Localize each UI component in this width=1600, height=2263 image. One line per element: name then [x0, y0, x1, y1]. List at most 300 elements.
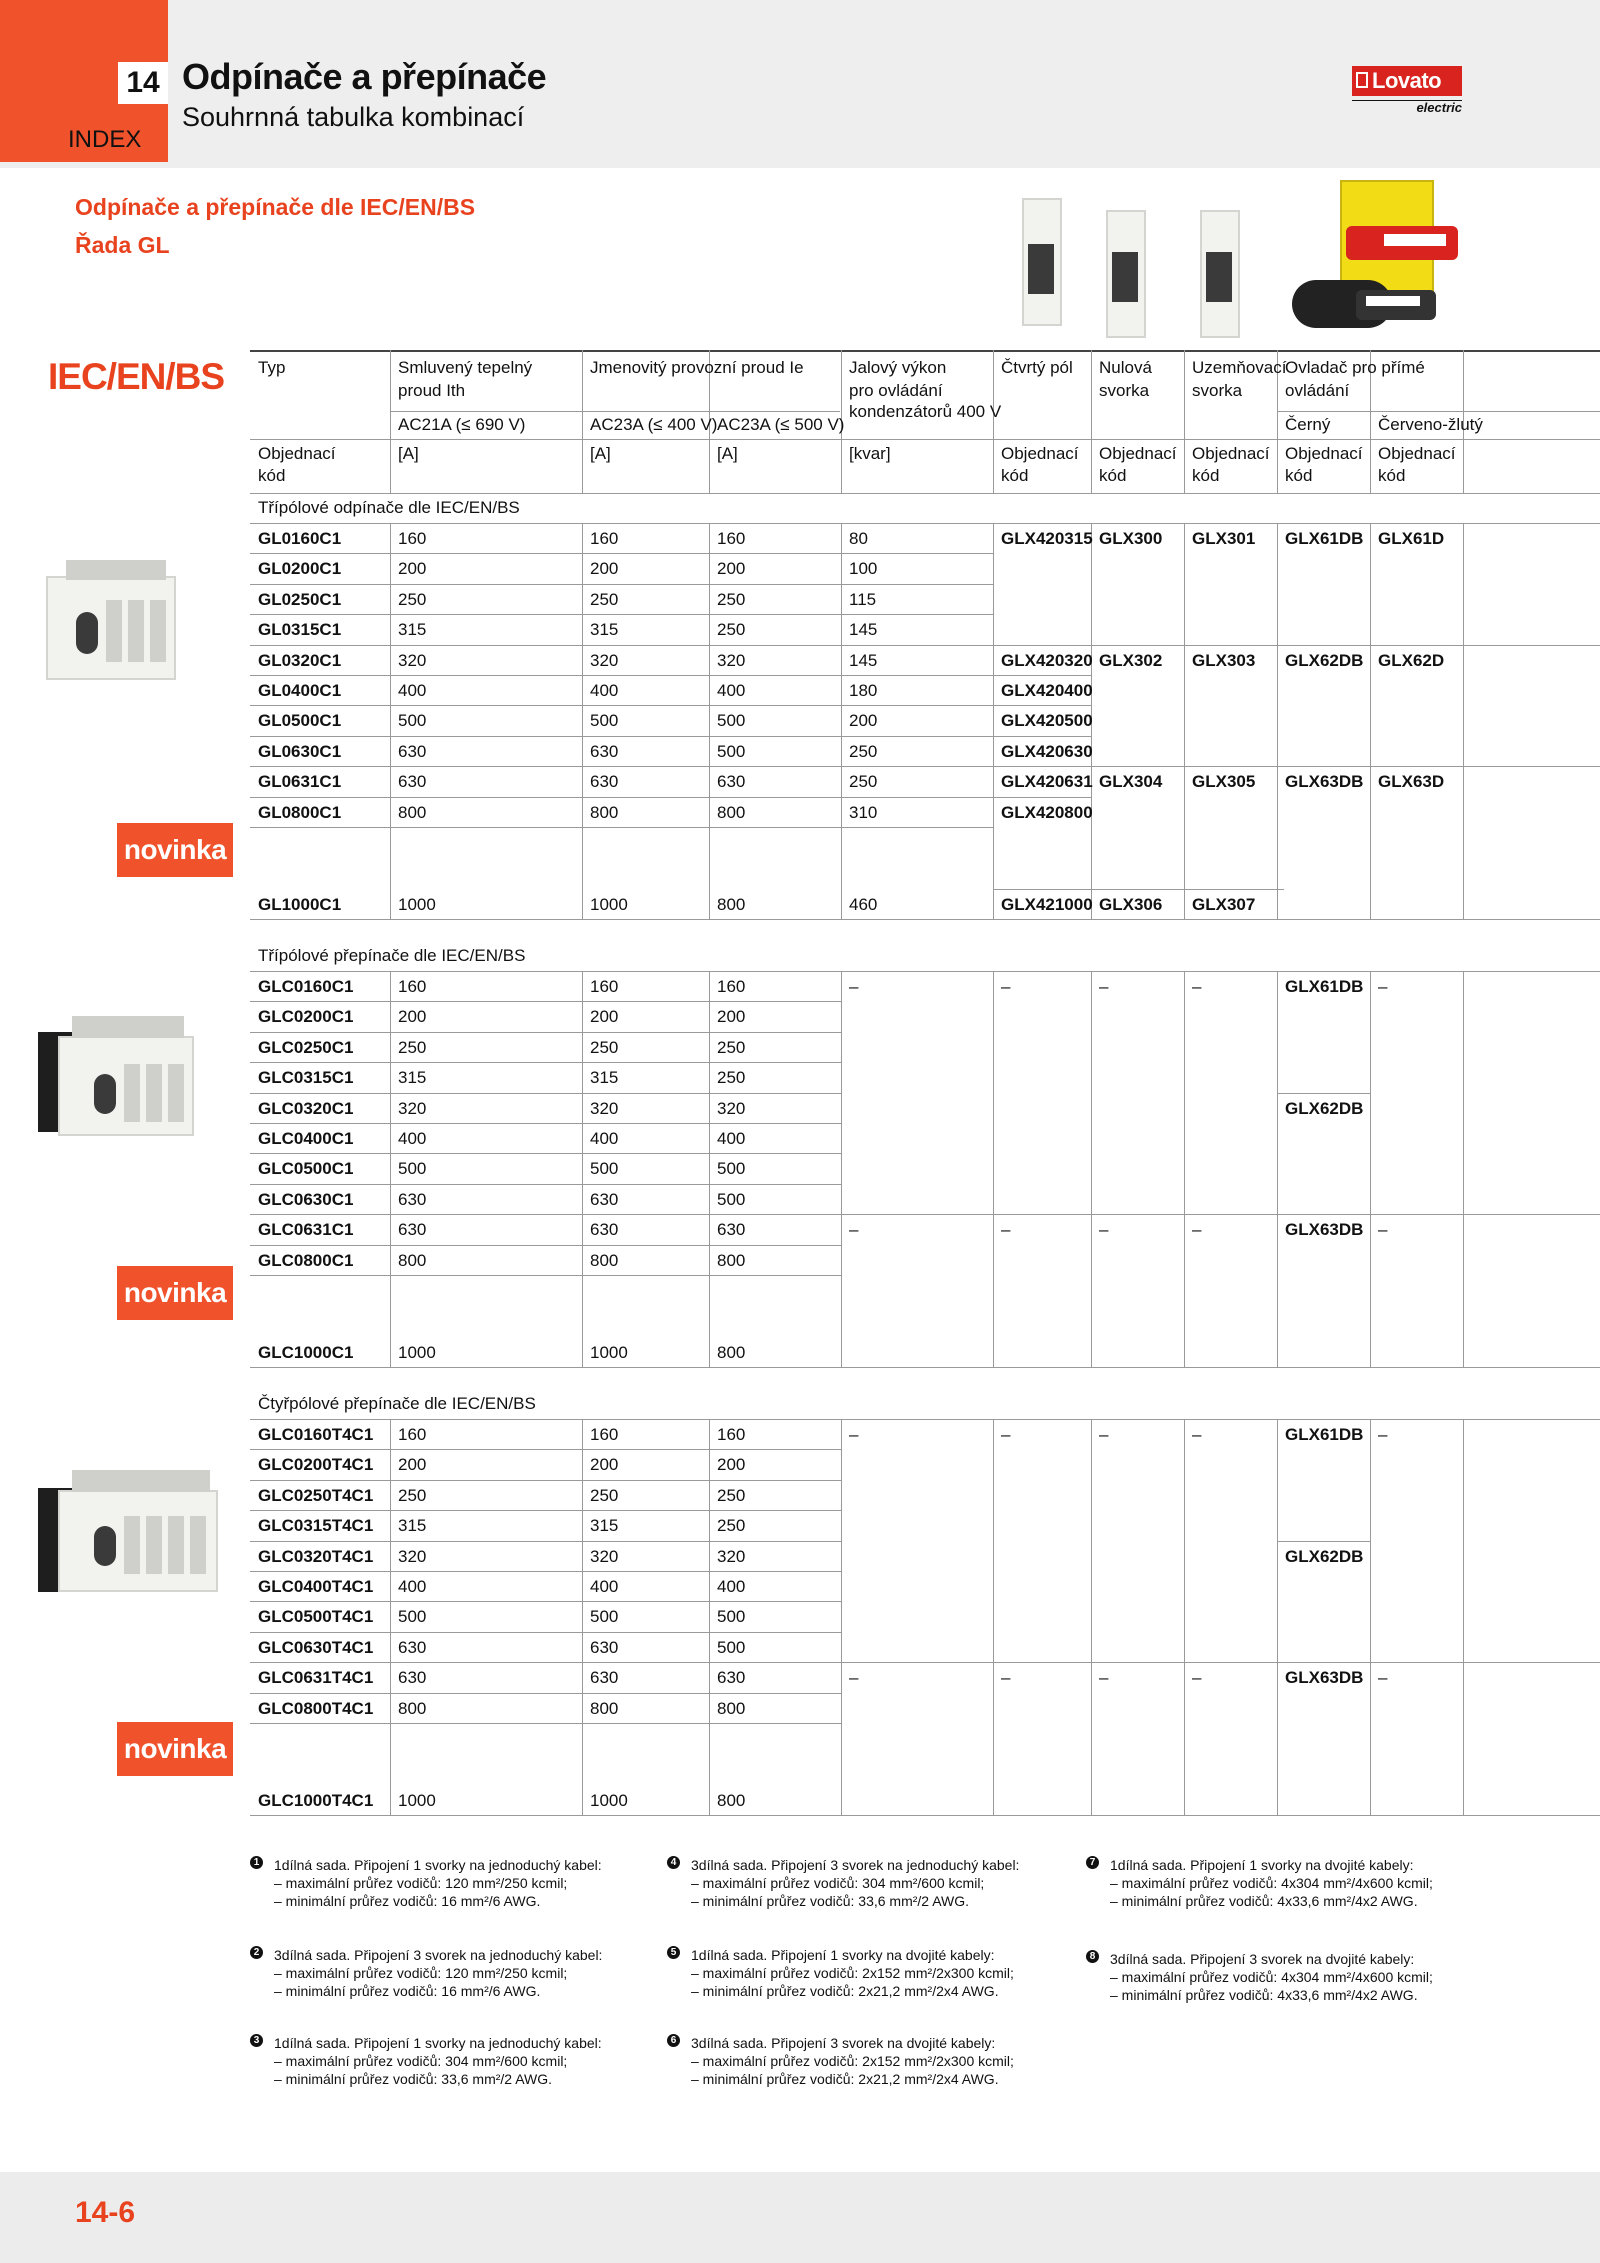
series-title: Řada GL — [75, 232, 170, 258]
rating-value: 200 — [398, 559, 427, 579]
rating-value: 630 — [590, 741, 619, 761]
col-header-black: Černý — [1285, 415, 1331, 434]
accessory-code: GLX307 — [1192, 895, 1256, 914]
table-rule — [993, 889, 1284, 890]
rating-value: 145 — [849, 650, 878, 670]
rating-value: 160 — [717, 529, 746, 548]
table-col-rule — [841, 1419, 842, 1815]
table-col-rule — [1370, 523, 1371, 919]
rating-value: 200 — [590, 559, 619, 579]
rating-value: 630 — [590, 1220, 619, 1240]
table-rule — [250, 1123, 841, 1124]
table-rule — [250, 1153, 841, 1154]
table-col-rule — [1091, 350, 1092, 439]
table-rule — [250, 1723, 841, 1724]
rating-value: 630 — [590, 772, 619, 792]
new-badge: novinka — [117, 1266, 233, 1320]
accessory-code: GLX302 — [1099, 650, 1163, 670]
rating-value: 500 — [717, 741, 746, 761]
table-col-rule — [390, 971, 391, 1367]
new-badge: novinka — [117, 823, 233, 877]
type-code: GLC0630C1 — [258, 1189, 354, 1209]
table-rule — [250, 1449, 841, 1450]
footnote-line: – minimální průřez vodičů: 2x21,2 mm²/2x4 AWG. — [691, 1983, 999, 1999]
col-header-ie: Jmenovitý provozní proud Ie — [590, 358, 804, 377]
rating-value: 800 — [590, 802, 619, 822]
type-code: GLC0631C1 — [258, 1220, 354, 1240]
table-rule — [250, 1632, 841, 1633]
rating-value: 250 — [717, 1516, 746, 1536]
type-code: GL0200C1 — [258, 559, 342, 579]
col-header-neutral: Nulová — [1099, 358, 1152, 377]
footnote-line: – maximální průřez vodičů: 2x152 mm²/2x300 kcmil; — [691, 1965, 1014, 1981]
col-header-order: Objednací — [258, 444, 336, 463]
rating-value: 800 — [398, 802, 427, 822]
rating-value: 1000 — [398, 895, 436, 914]
rating-value: 115 — [849, 589, 877, 609]
rating-value: 800 — [398, 1698, 427, 1718]
col-header-order: Objednací — [1192, 444, 1270, 463]
footnote-line: 1dílná sada. Připojení 1 svorky na jednoduchý kabel: — [274, 2035, 602, 2051]
footnote-number: 6 — [667, 2034, 680, 2047]
rating-value: 250 — [398, 1037, 427, 1057]
footnote — [667, 1946, 1014, 2000]
unit-label: [A] — [398, 444, 419, 463]
rating-value: 500 — [717, 1637, 746, 1657]
rating-value: 80 — [849, 529, 868, 548]
rating-value: 200 — [398, 1455, 427, 1475]
rating-value: 630 — [717, 772, 746, 792]
footnote — [667, 2034, 1014, 2088]
accessory-code: GLX301 — [1192, 529, 1256, 548]
table-rule — [993, 645, 1600, 646]
table-rule — [250, 1510, 841, 1511]
accessory-code: GLX63DB — [1285, 772, 1364, 792]
table-col-rule — [390, 350, 391, 439]
rating-value: 160 — [590, 1425, 619, 1444]
footnote-number: 1 — [250, 1856, 263, 1869]
table-col-rule — [1091, 439, 1092, 493]
dash: – — [1378, 1668, 1388, 1688]
unit-label: [A] — [590, 444, 611, 463]
index-link[interactable]: INDEX — [68, 126, 142, 153]
col-header-order: kód — [1001, 466, 1029, 485]
type-code: GLC0320T4C1 — [258, 1546, 374, 1566]
rating-value: 250 — [590, 589, 619, 609]
table-col-rule — [1091, 971, 1092, 1367]
table-col-rule — [582, 1419, 583, 1815]
rating-value: 400 — [717, 1577, 746, 1596]
rating-value: 400 — [398, 1577, 427, 1596]
table-col-rule — [1091, 1419, 1092, 1815]
rating-value: 800 — [717, 1698, 746, 1718]
table-col-rule — [1463, 439, 1464, 493]
table-col-rule — [993, 1419, 994, 1815]
rating-value: 250 — [849, 772, 878, 792]
rating-value: 250 — [590, 1485, 619, 1505]
table-rule — [250, 493, 1600, 494]
col-header-ac23a-400: AC23A (≤ 400 V) — [590, 415, 718, 434]
accessory-code: GLX420630 — [1001, 741, 1093, 761]
type-code: GLC0320C1 — [258, 1098, 354, 1118]
accessory-code: GLX61D — [1378, 529, 1445, 548]
footnote-number: 3 — [250, 2034, 263, 2047]
rating-value: 800 — [717, 1791, 746, 1810]
table-rule — [1370, 1214, 1600, 1215]
col-header-order: kód — [1378, 466, 1406, 485]
dash: – — [849, 1425, 859, 1444]
footnote-line: 3dílná sada. Připojení 3 svorek na jednoduchý kabel: — [274, 1947, 603, 1963]
rating-value: 160 — [398, 977, 427, 996]
table-rule — [993, 675, 1091, 676]
rating-value: 315 — [398, 620, 427, 640]
rating-value: 160 — [717, 1425, 746, 1444]
rating-value: 250 — [717, 1485, 746, 1505]
footnote — [250, 1856, 602, 1910]
type-code: GLC0400T4C1 — [258, 1577, 374, 1596]
accessory-code: GLX306 — [1099, 895, 1163, 914]
rating-value: 320 — [717, 1546, 746, 1566]
accessory-code: GLX303 — [1192, 650, 1256, 670]
type-code: GL0800C1 — [258, 802, 342, 822]
rating-value: 800 — [590, 1250, 619, 1270]
footnote-line: – minimální průřez vodičů: 33,6 mm²/2 AWG. — [691, 1893, 970, 1909]
footnote-line: 1dílná sada. Připojení 1 svorky na dvojité kabely: — [1110, 1857, 1414, 1873]
type-code: GLC0250T4C1 — [258, 1485, 374, 1505]
table-rule — [993, 705, 1091, 706]
accessory-code: GLX62DB — [1285, 650, 1364, 670]
rating-value: 160 — [590, 529, 619, 548]
footnote-number: 2 — [250, 1946, 263, 1959]
rating-value: 400 — [717, 681, 746, 700]
rating-value: 200 — [717, 559, 746, 579]
col-header-order: kód — [258, 466, 286, 485]
dash: – — [849, 1220, 859, 1240]
dash: – — [1001, 977, 1011, 996]
type-code: GL1000C1 — [258, 895, 342, 914]
table-rule — [250, 1093, 841, 1094]
footnote — [250, 1946, 602, 2000]
table-rule — [993, 766, 1600, 767]
accessory-code: GLX62DB — [1285, 1546, 1364, 1566]
accessory-code: GLX62DB — [1285, 1098, 1364, 1118]
rating-value: 145 — [849, 620, 878, 640]
table-col-rule — [582, 439, 583, 493]
col-header-order: kód — [1285, 466, 1313, 485]
group-bottom-rule — [250, 1815, 1600, 1816]
footnote-line: – minimální průřez vodičů: 16 mm²/6 AWG. — [274, 1893, 541, 1909]
rating-value: 630 — [717, 1668, 746, 1688]
table-col-rule — [1463, 971, 1464, 1367]
rating-value: 250 — [398, 1485, 427, 1505]
rating-value: 800 — [717, 895, 746, 914]
accessory-code: GLX61DB — [1285, 529, 1364, 548]
table-col-rule — [1277, 439, 1278, 493]
accessory-code: GLX305 — [1192, 772, 1256, 792]
type-code: GL0250C1 — [258, 589, 342, 609]
table-col-rule — [582, 523, 583, 919]
rating-value: 800 — [717, 1343, 746, 1362]
rating-value: 1000 — [398, 1343, 436, 1362]
table-col-rule — [841, 971, 842, 1367]
rating-value: 320 — [590, 1098, 619, 1118]
table-rule — [250, 1032, 841, 1033]
rating-value: 400 — [398, 681, 427, 700]
footnote-line: – maximální průřez vodičů: 4x304 mm²/4x600 kcmil; — [1110, 1969, 1433, 1985]
rating-value: 310 — [849, 802, 878, 822]
table-rule — [250, 584, 993, 585]
table-col-rule — [993, 971, 994, 1367]
table-col-rule — [582, 971, 583, 1367]
rating-value: 500 — [398, 1159, 427, 1179]
footnote — [250, 2034, 602, 2088]
table-col-rule — [709, 523, 710, 919]
rating-value: 320 — [590, 650, 619, 670]
page-number: 14-6 — [75, 2196, 136, 2229]
rating-value: 630 — [717, 1220, 746, 1240]
footnote-number: 4 — [667, 1856, 680, 1869]
table-rule — [250, 1693, 841, 1694]
table-rule — [250, 766, 993, 767]
col-header-fourth-pole: Čtvrtý pól — [1001, 358, 1073, 377]
type-code: GL0631C1 — [258, 772, 342, 792]
rating-value: 630 — [590, 1668, 619, 1688]
rating-value: 315 — [590, 1516, 619, 1536]
table-col-rule — [1463, 523, 1464, 919]
rating-value: 1000 — [590, 1343, 628, 1362]
dash: – — [1099, 1425, 1109, 1444]
rating-value: 1000 — [398, 1791, 436, 1810]
accessory-code: GLX420631 — [1001, 772, 1093, 792]
type-code: GLC0160C1 — [258, 977, 354, 996]
col-header-handle: ovládání — [1285, 381, 1350, 400]
col-header-ith: proud Ith — [398, 381, 466, 400]
col-header-order: Objednací — [1285, 444, 1363, 463]
type-code: GLC0500T4C1 — [258, 1607, 374, 1627]
table-col-rule — [993, 523, 994, 919]
new-badge: novinka — [117, 1722, 233, 1776]
footnote-line: 3dílná sada. Připojení 3 svorek na dvojité kabely: — [691, 2035, 996, 2051]
logo-brand: Lovato — [1372, 68, 1442, 93]
rating-value: 250 — [398, 589, 427, 609]
table-col-rule — [1277, 523, 1278, 919]
table-col-rule — [709, 1419, 710, 1815]
rating-value: 200 — [590, 1007, 619, 1027]
type-code: GLC1000T4C1 — [258, 1791, 374, 1810]
table-rule — [250, 1601, 841, 1602]
type-code: GLC0631T4C1 — [258, 1668, 374, 1688]
col-header-order: Objednací — [1001, 444, 1079, 463]
rating-value: 250 — [590, 1037, 619, 1057]
table-rule — [1277, 1093, 1370, 1094]
type-code: GLC0250C1 — [258, 1037, 354, 1057]
table-rule — [1370, 1662, 1600, 1663]
rating-value: 250 — [717, 620, 746, 640]
footnote-line: – minimální průřez vodičů: 2x21,2 mm²/2x4 AWG. — [691, 2071, 999, 2087]
type-code: GLC0200C1 — [258, 1007, 354, 1027]
accessory-code: GLX63DB — [1285, 1220, 1364, 1240]
table-col-rule — [993, 350, 994, 439]
rating-value: 315 — [590, 1068, 619, 1088]
rating-value: 250 — [717, 1068, 746, 1088]
rating-value: 500 — [590, 711, 619, 731]
type-code: GL0315C1 — [258, 620, 342, 640]
table-rule — [250, 736, 993, 737]
accessory-code: GLX61DB — [1285, 1425, 1364, 1444]
table-rule — [250, 1275, 841, 1276]
rating-value: 315 — [398, 1516, 427, 1536]
rating-value: 200 — [590, 1455, 619, 1475]
footnote-number: 8 — [1086, 1950, 1099, 1963]
col-header-kvar: Jalový výkon — [849, 358, 947, 377]
dash: – — [1378, 1220, 1388, 1240]
table-rule — [250, 1001, 841, 1002]
table-col-rule — [841, 523, 842, 919]
col-header-handle: Ovladač pro přímé — [1285, 358, 1425, 377]
col-header-earth: Uzemňovací — [1192, 358, 1287, 377]
standard-label: IEC/EN/BS — [48, 356, 225, 397]
type-code: GL0320C1 — [258, 650, 342, 670]
rating-value: 315 — [398, 1068, 427, 1088]
table-col-rule — [1277, 971, 1278, 1367]
table-col-rule — [993, 439, 994, 493]
accessory-code: GLX304 — [1099, 772, 1163, 792]
rating-value: 800 — [590, 1698, 619, 1718]
table-rule — [250, 645, 993, 646]
rating-value: 630 — [398, 1637, 427, 1657]
accessory-code: GLX61DB — [1285, 977, 1364, 996]
type-code: GLC0200T4C1 — [258, 1455, 374, 1475]
accessory-code: GLX420800 — [1001, 802, 1093, 822]
rating-value: 500 — [590, 1159, 619, 1179]
rating-value: 630 — [590, 1189, 619, 1209]
rating-value: 160 — [717, 977, 746, 996]
footnote-line: – minimální průřez vodičů: 16 mm²/6 AWG. — [274, 1983, 541, 1999]
table-col-rule — [390, 523, 391, 919]
rating-value: 100 — [849, 559, 878, 579]
rating-value: 200 — [717, 1455, 746, 1475]
accessory-code: GLX420400 — [1001, 681, 1093, 700]
footnote-line: – maximální průřez vodičů: 304 mm²/600 kcmil; — [274, 2053, 568, 2069]
rating-value: 1000 — [590, 1791, 628, 1810]
accessory-code: GLX420315 — [1001, 529, 1093, 548]
table-col-rule — [1184, 439, 1185, 493]
footnote — [667, 1856, 1019, 1910]
rating-value: 320 — [590, 1546, 619, 1566]
footnote-line: – maximální průřez vodičů: 304 mm²/600 kcmil; — [691, 1875, 985, 1891]
table-rule — [1277, 1541, 1370, 1542]
unit-label: [kvar] — [849, 444, 891, 463]
table-col-rule — [841, 439, 842, 493]
rating-value: 250 — [717, 589, 746, 609]
col-header-order: kód — [1099, 466, 1127, 485]
logo-sub: electric — [1416, 100, 1462, 115]
table-rule — [250, 614, 993, 615]
rating-value: 320 — [398, 650, 427, 670]
table-col-rule — [1370, 439, 1371, 493]
rating-value: 500 — [398, 1607, 427, 1627]
table-col-rule — [709, 439, 710, 493]
footnote — [1086, 1856, 1433, 1910]
rating-value: 400 — [590, 1577, 619, 1596]
accessory-code: GLX300 — [1099, 529, 1163, 548]
footnote-line: – minimální průřez vodičů: 4x33,6 mm²/4x2 AWG. — [1110, 1893, 1418, 1909]
dash: – — [1001, 1220, 1011, 1240]
rating-value: 400 — [398, 1129, 427, 1148]
rating-value: 630 — [590, 1637, 619, 1657]
accessory-code: GLX421000 — [1001, 895, 1093, 914]
rating-value: 800 — [717, 802, 746, 822]
dash: – — [1192, 977, 1202, 996]
col-header-neutral: svorka — [1099, 381, 1150, 400]
table-rule — [250, 675, 993, 676]
rating-value: 250 — [849, 741, 878, 761]
type-code: GLC0400C1 — [258, 1129, 354, 1148]
group-bottom-rule — [250, 919, 1600, 920]
table-rule — [250, 797, 993, 798]
table-rule — [250, 523, 1600, 524]
dash: – — [1378, 977, 1388, 996]
group-title: Třípólové přepínače dle IEC/EN/BS — [258, 946, 526, 965]
rating-value: 180 — [849, 681, 878, 700]
col-header-order: kód — [1192, 466, 1220, 485]
page-title: Odpínače a přepínače — [182, 56, 547, 97]
rating-value: 800 — [398, 1250, 427, 1270]
type-code: GL0630C1 — [258, 741, 342, 761]
type-code: GLC1000C1 — [258, 1343, 354, 1362]
rating-value: 630 — [398, 1189, 427, 1209]
table-top-rule — [250, 350, 1600, 352]
footnote-line: – maximální průřez vodičů: 4x304 mm²/4x600 kcmil; — [1110, 1875, 1433, 1891]
type-code: GLC0630T4C1 — [258, 1637, 374, 1657]
rating-value: 250 — [717, 1037, 746, 1057]
rating-value: 200 — [849, 711, 878, 731]
rating-value: 500 — [398, 711, 427, 731]
table-col-rule — [1184, 971, 1185, 1367]
rating-value: 460 — [849, 895, 878, 914]
group-bottom-rule — [250, 1367, 1600, 1368]
rating-value: 200 — [717, 1007, 746, 1027]
col-header-ac23a-500: AC23A (≤ 500 V) — [717, 415, 845, 434]
page-subtitle: Souhrnná tabulka kombinací — [182, 102, 525, 132]
rating-value: 1000 — [590, 895, 628, 914]
footnote-line: 1dílná sada. Připojení 1 svorky na dvojité kabely: — [691, 1947, 995, 1963]
footnote-line: – maximální průřez vodičů: 120 mm²/250 kcmil; — [274, 1875, 568, 1891]
group-title: Třípólové odpínače dle IEC/EN/BS — [258, 498, 520, 517]
accessory-code: GLX63DB — [1285, 1668, 1364, 1688]
footnote-line: – minimální průřez vodičů: 33,6 mm²/2 AWG. — [274, 2071, 553, 2087]
rating-value: 630 — [398, 741, 427, 761]
table-rule — [250, 1419, 1600, 1420]
dash: – — [1378, 1425, 1388, 1444]
dash: – — [1099, 1220, 1109, 1240]
table-col-rule — [390, 1419, 391, 1815]
dash: – — [1099, 977, 1109, 996]
table-rule — [250, 1184, 841, 1185]
table-col-rule — [1184, 1419, 1185, 1815]
rating-value: 500 — [717, 1159, 746, 1179]
table-col-rule — [1370, 971, 1371, 1367]
table-rule — [993, 797, 1091, 798]
col-header-order: Objednací — [1378, 444, 1456, 463]
rating-value: 320 — [717, 1098, 746, 1118]
table-rule — [250, 827, 993, 828]
table-rule — [250, 1571, 841, 1572]
dash: – — [1099, 1668, 1109, 1688]
footnote-line: – minimální průřez vodičů: 4x33,6 mm²/4x2 AWG. — [1110, 1987, 1418, 2003]
rating-value: 630 — [398, 1668, 427, 1688]
table-rule — [390, 411, 840, 412]
